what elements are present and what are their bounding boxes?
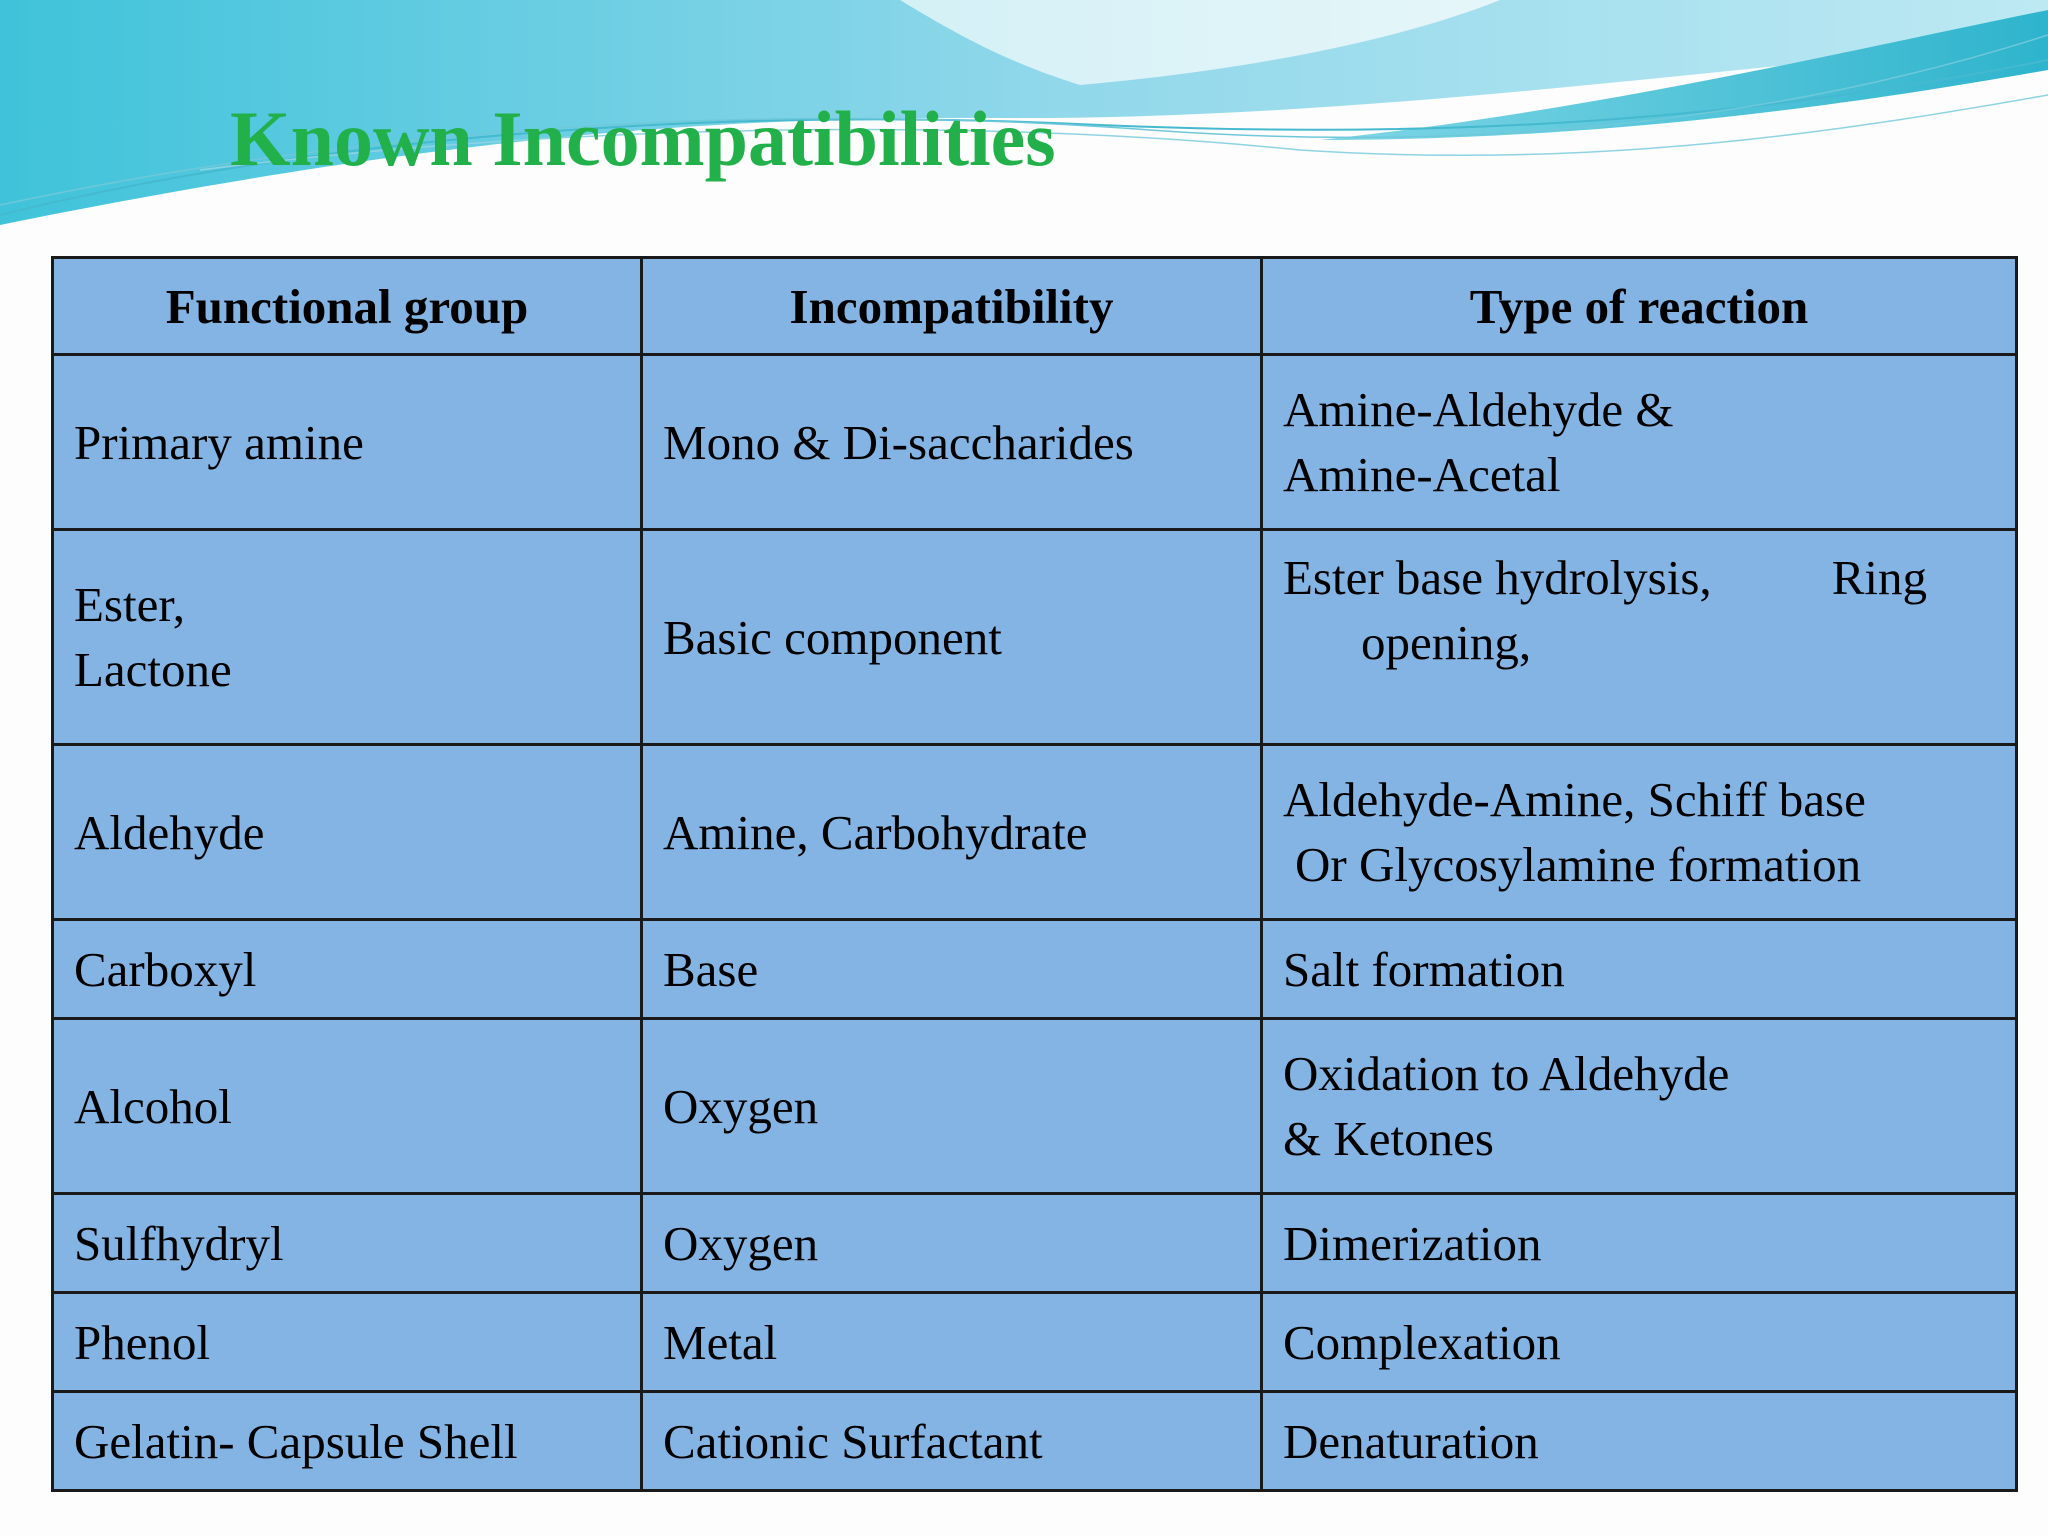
table-row: [53, 1392, 2017, 1491]
cell-functional-group: [53, 920, 642, 1019]
cell-text: Base: [663, 941, 759, 997]
table-row: [53, 355, 2017, 530]
cell-text: Denaturation: [1283, 1413, 1539, 1469]
table-row: [53, 1293, 2017, 1392]
cell-text: Alcohol: [74, 1078, 232, 1134]
cell-text: Amine, Carbohydrate: [663, 804, 1088, 860]
cell-text: Cationic Surfactant: [663, 1413, 1043, 1469]
header-incompatibility: Incompatibility: [642, 258, 1262, 355]
cell-text: Ester,: [74, 577, 185, 632]
cell-text: Primary amine: [74, 414, 364, 470]
table-row: [53, 1194, 2017, 1293]
cell-incompatibility: [642, 745, 1262, 920]
cell-text: Oxygen: [663, 1215, 819, 1271]
cell-text: Or Glycosylamine formation: [1295, 837, 1862, 892]
table-row: [53, 530, 2017, 745]
cell-reaction: [1262, 745, 2017, 920]
cell-functional-group: [53, 1293, 642, 1392]
cell-functional-group: [53, 355, 642, 530]
cell-text: Oxygen: [663, 1078, 819, 1134]
cell-incompatibility: [642, 1293, 1262, 1392]
cell-functional-group: [53, 745, 642, 920]
cell-text: Ester base hydrolysis,: [1283, 550, 1712, 605]
cell-incompatibility: [642, 1194, 1262, 1293]
cell-functional-group: [53, 1194, 642, 1293]
cell-text: Amine-Acetal: [1283, 447, 1561, 502]
cell-functional-group: [53, 1392, 642, 1491]
table-header-row: [53, 258, 2017, 355]
cell-incompatibility: [642, 920, 1262, 1019]
table-row: [53, 745, 2017, 920]
slide-title: Known Incompatibilities: [230, 95, 1056, 182]
cell-reaction: [1262, 355, 2017, 530]
cell-incompatibility: [642, 1392, 1262, 1491]
cell-reaction: [1262, 1194, 2017, 1293]
table-row: [53, 1019, 2017, 1194]
table-row: [53, 920, 2017, 1019]
cell-text: Complexation: [1283, 1314, 1561, 1370]
cell-text: Gelatin- Capsule Shell: [74, 1413, 518, 1469]
cell-reaction: [1262, 530, 2017, 745]
cell-incompatibility: [642, 530, 1262, 745]
cell-text: Aldehyde: [74, 804, 265, 860]
cell-text: Amine-Aldehyde &: [1283, 382, 1674, 437]
cell-text: Oxidation to Aldehyde: [1283, 1046, 1730, 1101]
incompatibility-table: [51, 256, 2018, 1492]
cell-text: Aldehyde-Amine, Schiff base: [1283, 772, 1866, 827]
cell-text: Carboxyl: [74, 941, 257, 997]
cell-text: Salt formation: [1283, 941, 1565, 997]
cell-text: Dimerization: [1283, 1215, 1542, 1271]
header-functional-group: Functional group: [53, 258, 642, 355]
cell-text: Sulfhydryl: [74, 1215, 284, 1271]
cell-text-line: [1283, 545, 1995, 610]
cell-incompatibility: [642, 1019, 1262, 1194]
cell-text: Metal: [663, 1314, 778, 1370]
cell-text: opening,: [1361, 615, 1532, 670]
cell-text: & Ketones: [1283, 1111, 1494, 1166]
header-type-of-reaction: Type of reaction: [1262, 258, 2017, 355]
cell-reaction: [1262, 920, 2017, 1019]
cell-text: Ring: [1831, 550, 1927, 605]
cell-reaction: [1262, 1293, 2017, 1392]
cell-reaction: [1262, 1019, 2017, 1194]
cell-text: Lactone: [74, 642, 232, 697]
cell-text: Mono & Di-saccharides: [663, 414, 1134, 470]
cell-functional-group: [53, 530, 642, 745]
cell-functional-group: [53, 1019, 642, 1194]
cell-incompatibility: [642, 355, 1262, 530]
cell-text: Basic component: [663, 609, 1002, 665]
cell-text: Phenol: [74, 1314, 211, 1370]
cell-reaction: [1262, 1392, 2017, 1491]
